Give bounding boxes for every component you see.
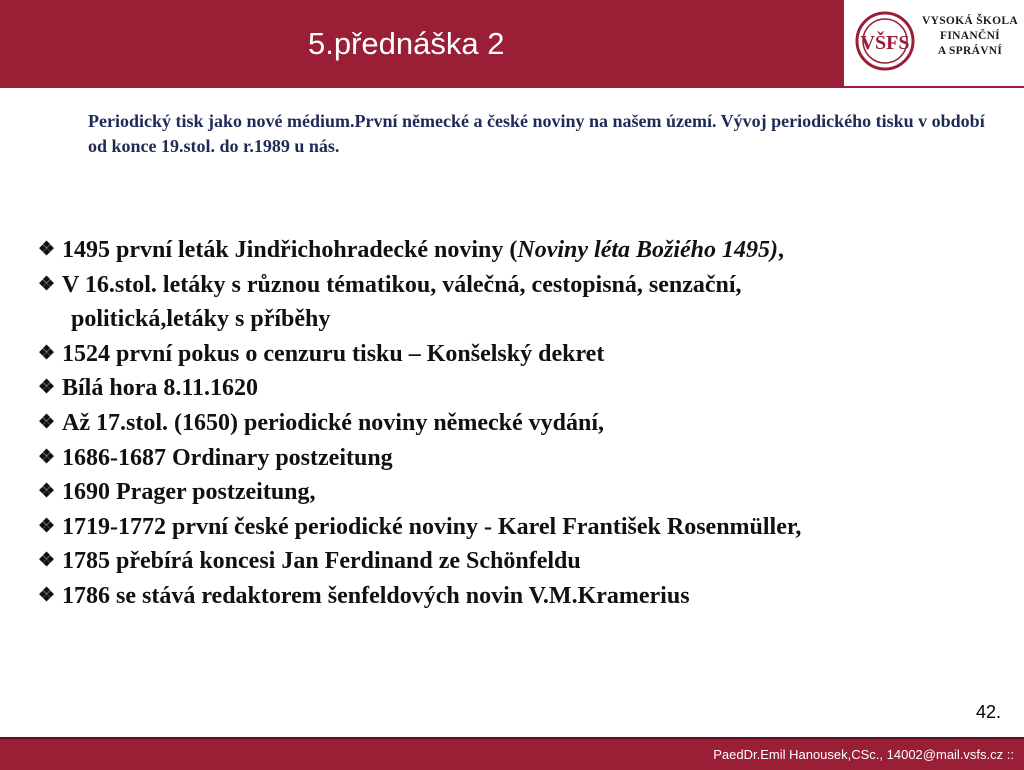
bullet-item (36, 233, 996, 268)
vsfs-logo-mark-icon (854, 10, 916, 72)
bullet-item (36, 475, 996, 510)
logo-line: FINANČNÍ (940, 30, 1000, 42)
bullet-item (36, 579, 996, 614)
bullet-text: 1686-1687 Ordinary postzeitung (62, 444, 393, 471)
page-number: 42. (976, 702, 1002, 722)
logo-line: A SPRÁVNÍ (937, 45, 1003, 57)
bullet-text: 1785 přebírá koncesi Jan Ferdinand ze Schönfeldu (62, 548, 581, 575)
bullet-text: 1719-1772 první české periodické noviny - Karel František Rosenmüller, (62, 513, 802, 540)
bullet-item (36, 441, 996, 476)
bullet-item (36, 544, 996, 579)
diamond-bullet-icon: ❖ (38, 550, 56, 572)
bullet-text: V 16.stol. letáky s různou tématikou, válečná, cestopisná, senzační, (62, 271, 742, 298)
diamond-bullet-icon: ❖ (38, 446, 56, 468)
logo-line: VYSOKÁ ŠKOLA (922, 15, 1018, 27)
diamond-bullet-icon: ❖ (38, 342, 56, 364)
school-logo (844, 0, 1024, 86)
bullet-item (36, 406, 996, 441)
slide-title: 5.přednáška 2 (308, 26, 505, 61)
bullet-text: 1495 první leták Jindřichohradecké noviny ( (62, 237, 518, 263)
bullet-item (36, 268, 996, 337)
bullet-text: 1786 se stává redaktorem šenfeldových novin V.M.Kramerius (62, 582, 690, 609)
diamond-bullet-icon: ❖ (38, 584, 56, 606)
diamond-bullet-icon: ❖ (38, 377, 56, 399)
bullet-text: Bílá hora 8.11.1620 (62, 375, 259, 402)
diamond-bullet-icon: ❖ (38, 239, 56, 260)
bullet-text: 1690 Prager postzeitung, (62, 479, 316, 506)
footer-author-contact: PaedDr.Emil Hanousek,CSc., 14002@mail.vsfs.cz :: (713, 747, 1014, 762)
footer-bar (0, 737, 1024, 770)
svg-text:VŠFS: VŠFS (860, 32, 910, 54)
bullet-item (36, 510, 996, 545)
bullet-tail: , (778, 237, 785, 263)
bullet-list (36, 233, 996, 614)
bullet-item (36, 337, 996, 372)
diamond-bullet-icon: ❖ (38, 481, 56, 503)
bullet-item (36, 371, 996, 406)
diamond-bullet-icon: ❖ (38, 515, 56, 537)
bullet-text: 1524 první pokus o cenzuru tisku – Konšelský dekret (62, 340, 605, 367)
diamond-bullet-icon: ❖ (38, 273, 56, 295)
bullet-text: Až 17.stol. (1650) periodické noviny německé vydání, (62, 409, 604, 436)
lecture-subtitle: Periodický tisk jako nové médium.První německé a české noviny na našem území. Vývoj periodického tisku v období od konce 19.stol. do r.1989 u nás. (88, 111, 985, 156)
bullet-continuation: politická,letáky s příběhy (71, 306, 331, 333)
header-bar (0, 0, 1024, 88)
diamond-bullet-icon: ❖ (38, 411, 56, 433)
bullet-italic-text: Noviny léta Božiého 1495) (517, 237, 779, 263)
logo-text (922, 14, 1018, 59)
